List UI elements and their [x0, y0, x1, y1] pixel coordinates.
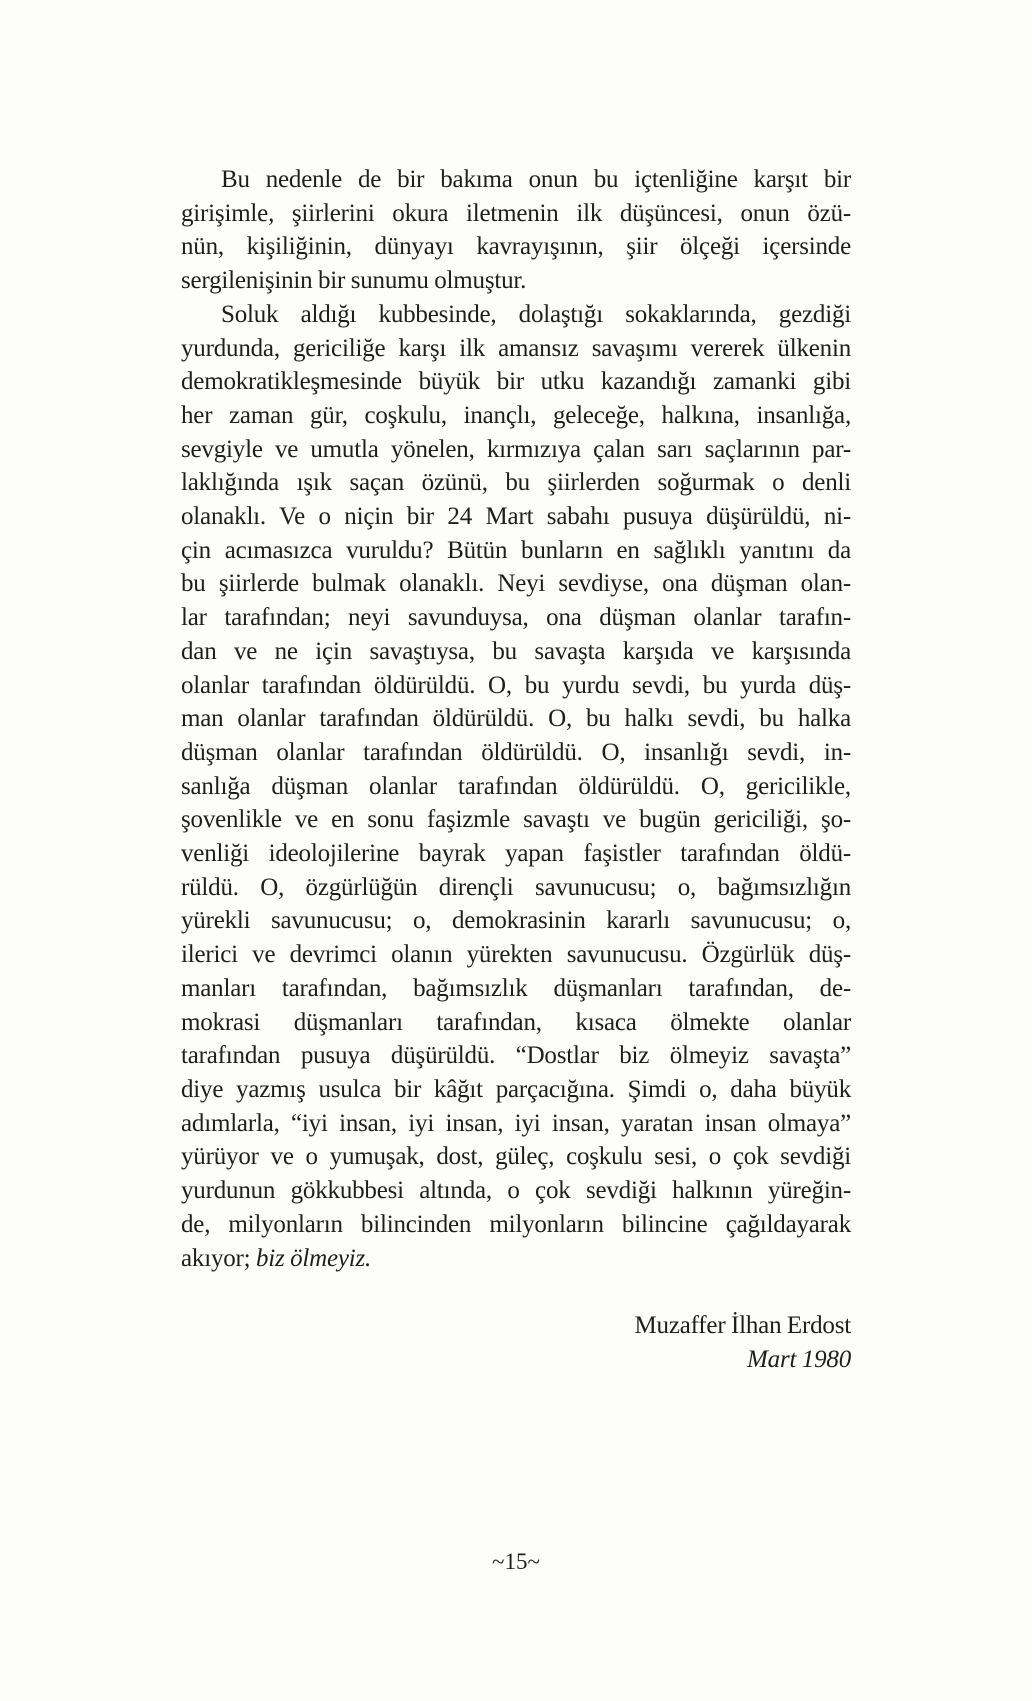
text-line: dan ve ne için savaştıysa, bu savaşta karşıda ve karşısında	[181, 637, 851, 665]
text-line: bu şiirlerde bulmak olanaklı. Neyi sevdiyse, ona düşman olan-	[181, 570, 851, 598]
text-line: laklığında ışık saçan özünü, bu şiirlerden soğurmak o denli	[181, 469, 851, 497]
text-line: olanlar tarafından öldürüldü. O, bu yurdu sevdi, bu yurda düş-	[181, 671, 851, 699]
paragraph-1-last-line: sergilenişinin bir sunumu olmuştur.	[181, 267, 527, 295]
paragraph-1	[181, 163, 851, 298]
text-line: manları tarafından, bağımsızlık düşmanları tarafından, de-	[181, 974, 851, 1002]
text-line: de, milyonların bilincinden milyonların bilincine çağıldayarak	[181, 1210, 851, 1238]
text-line: düşman olanlar tarafından öldürüldü. O, insanlığı sevdi, in-	[181, 738, 851, 766]
text-line: nün, kişiliğinin, dünyayı kavrayışının, şiir ölçeği içersinde	[181, 233, 851, 261]
text-line: çin acımasızca vuruldu? Bütün bunların en sağlıklı yanıtını da	[181, 536, 851, 564]
text-line: man olanlar tarafından öldürüldü. O, bu halkı sevdi, bu halka	[181, 705, 851, 733]
text-line: sevgiyle ve umutla yönelen, kırmızıya çalan sarı saçlarının par-	[181, 435, 851, 463]
text-line: şovenlikle ve en sonu faşizmle savaştı ve bugün gericiliği, şo-	[181, 806, 851, 834]
paragraph-1-lines	[181, 163, 851, 264]
text-line: lar tarafından; neyi savunduysa, ona düşman olanlar tarafın-	[181, 604, 851, 632]
text-line: girişimle, şiirlerini okura iletmenin ilk düşüncesi, onun özü-	[181, 199, 851, 227]
paragraph-2-lines	[181, 298, 851, 1242]
paragraph-2	[181, 298, 851, 1275]
text-line: yürekli savunucusu; o, demokrasinin kararlı savunucusu; o,	[181, 907, 851, 935]
text-line: Bu nedenle de bir bakıma onun bu içtenliğine karşıt bir	[221, 166, 851, 193]
text-line: yurdunun gökkubbesi altında, o çok sevdiği halkının yüreğin-	[181, 1177, 851, 1205]
text-line: rüldü. O, özgürlüğün dirençli savunucusu; o, bağımsızlığın	[181, 873, 851, 901]
text-line: yürüyor ve o yumuşak, dost, güleç, coşkulu sesi, o çok sevdiği	[181, 1143, 851, 1171]
text-line: diye yazmış usulca bir kâğıt parçacığına. Şimdi o, daha büyük	[181, 1075, 851, 1103]
text-line: ilerici ve devrimci olanın yürekten savunucusu. Özgürlük düş-	[181, 941, 851, 969]
text-line: Soluk aldığı kubbesinde, dolaştığı sokaklarında, gezdiği	[221, 300, 851, 328]
signature-date: Mart 1980	[747, 1346, 851, 1374]
paragraph-2-last-line: akıyor;	[181, 1244, 256, 1272]
page-number: ~15~	[492, 1549, 540, 1574]
text-line: olanaklı. Ve o niçin bir 24 Mart sabahı pusuya düşürüldü, ni-	[181, 503, 851, 531]
paragraph-2-last-line-italic: biz ölmeyiz.	[255, 1244, 372, 1272]
text-line: yurdunda, gericiliğe karşı ilk amansız savaşımı vererek ülkenin	[181, 334, 851, 362]
text-line: mokrasi düşmanları tarafından, kısaca ölmekte olanlar	[181, 1008, 851, 1036]
text-line: sanlığa düşman olanlar tarafından öldürüldü. O, gericilikle,	[181, 772, 851, 800]
body-text	[181, 163, 851, 1377]
text-line: her zaman gür, coşkulu, inançlı, geleceğe, halkına, insanlığa,	[181, 401, 851, 429]
signature-block	[181, 1309, 851, 1377]
text-line: adımlarla, “iyi insan, iyi insan, iyi insan, yaratan insan olmaya”	[181, 1109, 851, 1137]
text-line	[181, 1242, 851, 1276]
text-line: demokratikleşmesinde büyük bir utku kazandığı zamanki gibi	[181, 368, 851, 396]
text-line	[181, 264, 851, 298]
text-line: venliği ideolojilerine bayrak yapan faşistler tarafından öldü-	[181, 840, 851, 868]
author-name: Muzaffer İlhan Erdost	[634, 1312, 851, 1340]
text-line: tarafından pusuya düşürüldü. “Dostlar biz ölmeyiz savaşta”	[181, 1042, 851, 1070]
